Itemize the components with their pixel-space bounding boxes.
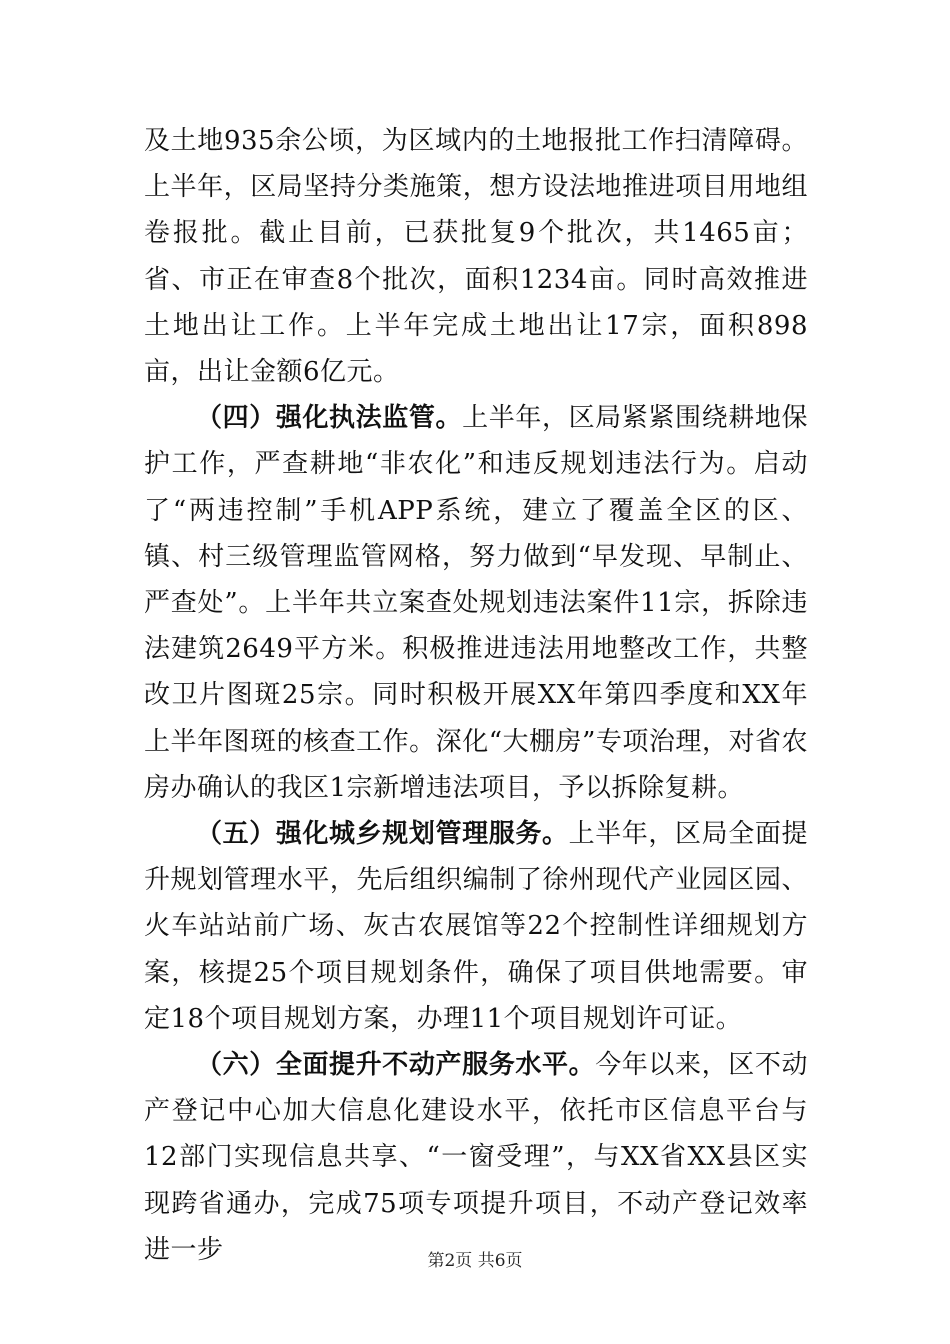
paragraph-urban-planning: [144, 811, 808, 1042]
paragraph-land-approval: [144, 118, 808, 395]
document-body: [144, 118, 808, 1273]
paragraph-text: 及土地935余公顷，为区域内的土地报批工作扫清障碍。上半年，区局坚持分类施策，想方设法地推进项目用地组卷报批。截止目前，已获批复9个批次，共1465亩；省、市正在审查8个批次，面积1234亩。同时高效推进土地出让工作。上半年完成土地出让17宗，面积898亩，出让金额6亿元。: [144, 126, 808, 388]
section-heading: （四）强化执法监管。: [196, 403, 463, 434]
section-heading: （六）全面提升不动产服务水平。: [196, 1050, 596, 1081]
paragraph-real-estate: [144, 1042, 808, 1273]
page-footer: 第2页 共6页: [427, 1251, 523, 1271]
paragraph-text: 今年以来，区不动产登记中心加大信息化建设水平，依托市区信息平台与12部门实现信息共享、“一窗受理”，与XX省XX县区实现跨省通办，完成75项专项提升项目，不动产登记效率进一步: [144, 1050, 808, 1265]
paragraph-text: 上半年，区局全面提升规划管理水平，先后组织编制了徐州现代产业园区园、火车站站前广场、灰古农展馆等22个控制性详细规划方案，核提25个项目规划条件，确保了项目供地需要。审定18个项目规划方案，办理11个项目规划许可证。: [144, 819, 808, 1034]
paragraph-law-enforcement: [144, 395, 808, 811]
section-heading: （五）强化城乡规划管理服务。: [196, 819, 569, 850]
paragraph-text: 上半年，区局紧紧围绕耕地保护工作，严查耕地“非农化”和违反规划违法行为。启动了“两违控制”手机APP系统，建立了覆盖全区的区、镇、村三级管理监管网格，努力做到“早发现、早制止、严查处”。上半年共立案查处规划违法案件11宗，拆除违法建筑2649平方米。积极推进违法用地整改工作，共整改卫片图斑25宗。同时积极开展XX年第四季度和XX年上半年图斑的核查工作。深化“大棚房”专项治理，对省农房办确认的我区1宗新增违法项目，予以拆除复耕。: [144, 403, 808, 803]
